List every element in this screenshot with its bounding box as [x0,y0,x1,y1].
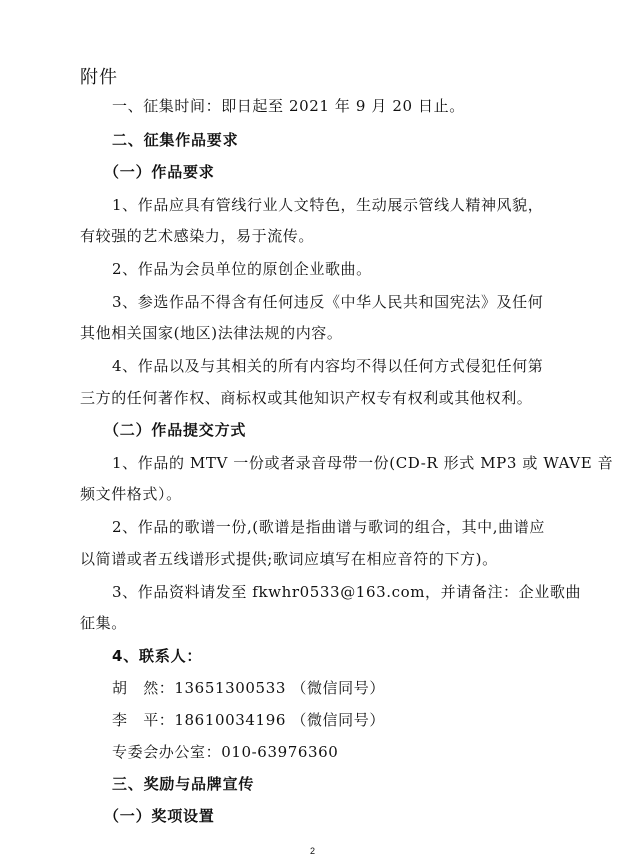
contacts-heading: 4、联系人： [112,647,203,665]
requirement-1-line-2: 有较强的艺术感染力，易于流传。 [80,227,315,245]
contact-hu-ran: 胡 然：13651300533 （微信同号） [112,679,385,697]
submission-2-line-2: 以简谱或者五线谱形式提供;歌词应填写在相应音符的下方)。 [80,550,498,568]
submission-1-line-2: 频文件格式）。 [80,485,182,503]
requirement-3-line-1: 3、参选作品不得含有任何违反《中华人民共和国宪法》及任何 [112,293,544,311]
requirement-2: 2、作品为会员单位的原创企业歌曲。 [112,260,372,278]
section-two-heading: 二、征集作品要求 [112,131,239,149]
section-three-heading: 三、奖励与品牌宣传 [112,775,255,793]
requirement-3-line-2: 其他相关国家(地区)法律法规的内容。 [80,324,343,342]
office-phone: 专委会办公室：010-63976360 [112,743,339,761]
requirement-4-line-2: 三方的任何著作权、商标权或其他知识产权专有权利或其他权利。 [80,389,533,407]
submission-2-line-1: 2、作品的歌谱一份,(歌谱是指曲谱与歌词的组合，其中,曲谱应 [112,518,545,536]
subsection-requirements-heading: （一）作品要求 [104,163,215,181]
page-number: 2 [309,846,315,856]
collection-time-line: 一、征集时间：即日起至 2021 年 9 月 20 日止。 [112,97,465,115]
submission-3-line-1: 3、作品资料请发至 fkwhr0533@163.com，并请备注：企业歌曲 [112,583,582,601]
requirement-1-line-1: 1、作品应具有管线行业人文特色，生动展示管线人精神风貌， [112,196,544,214]
subsection-submission-heading: （二）作品提交方式 [104,421,247,439]
requirement-4-line-1: 4、作品以及与其相关的所有内容均不得以任何方式侵犯任何第 [112,357,544,375]
attachment-title: 附件 [80,67,118,88]
submission-1-line-1: 1、作品的 MTV 一份或者录音母带一份(CD-R 形式 MP3 或 WAVE 音 [112,454,614,472]
submission-3-line-2: 征集。 [80,614,127,632]
subsection-awards-heading: （一）奖项设置 [104,807,215,825]
contact-li-ping: 李 平：18610034196 （微信同号） [112,711,385,729]
